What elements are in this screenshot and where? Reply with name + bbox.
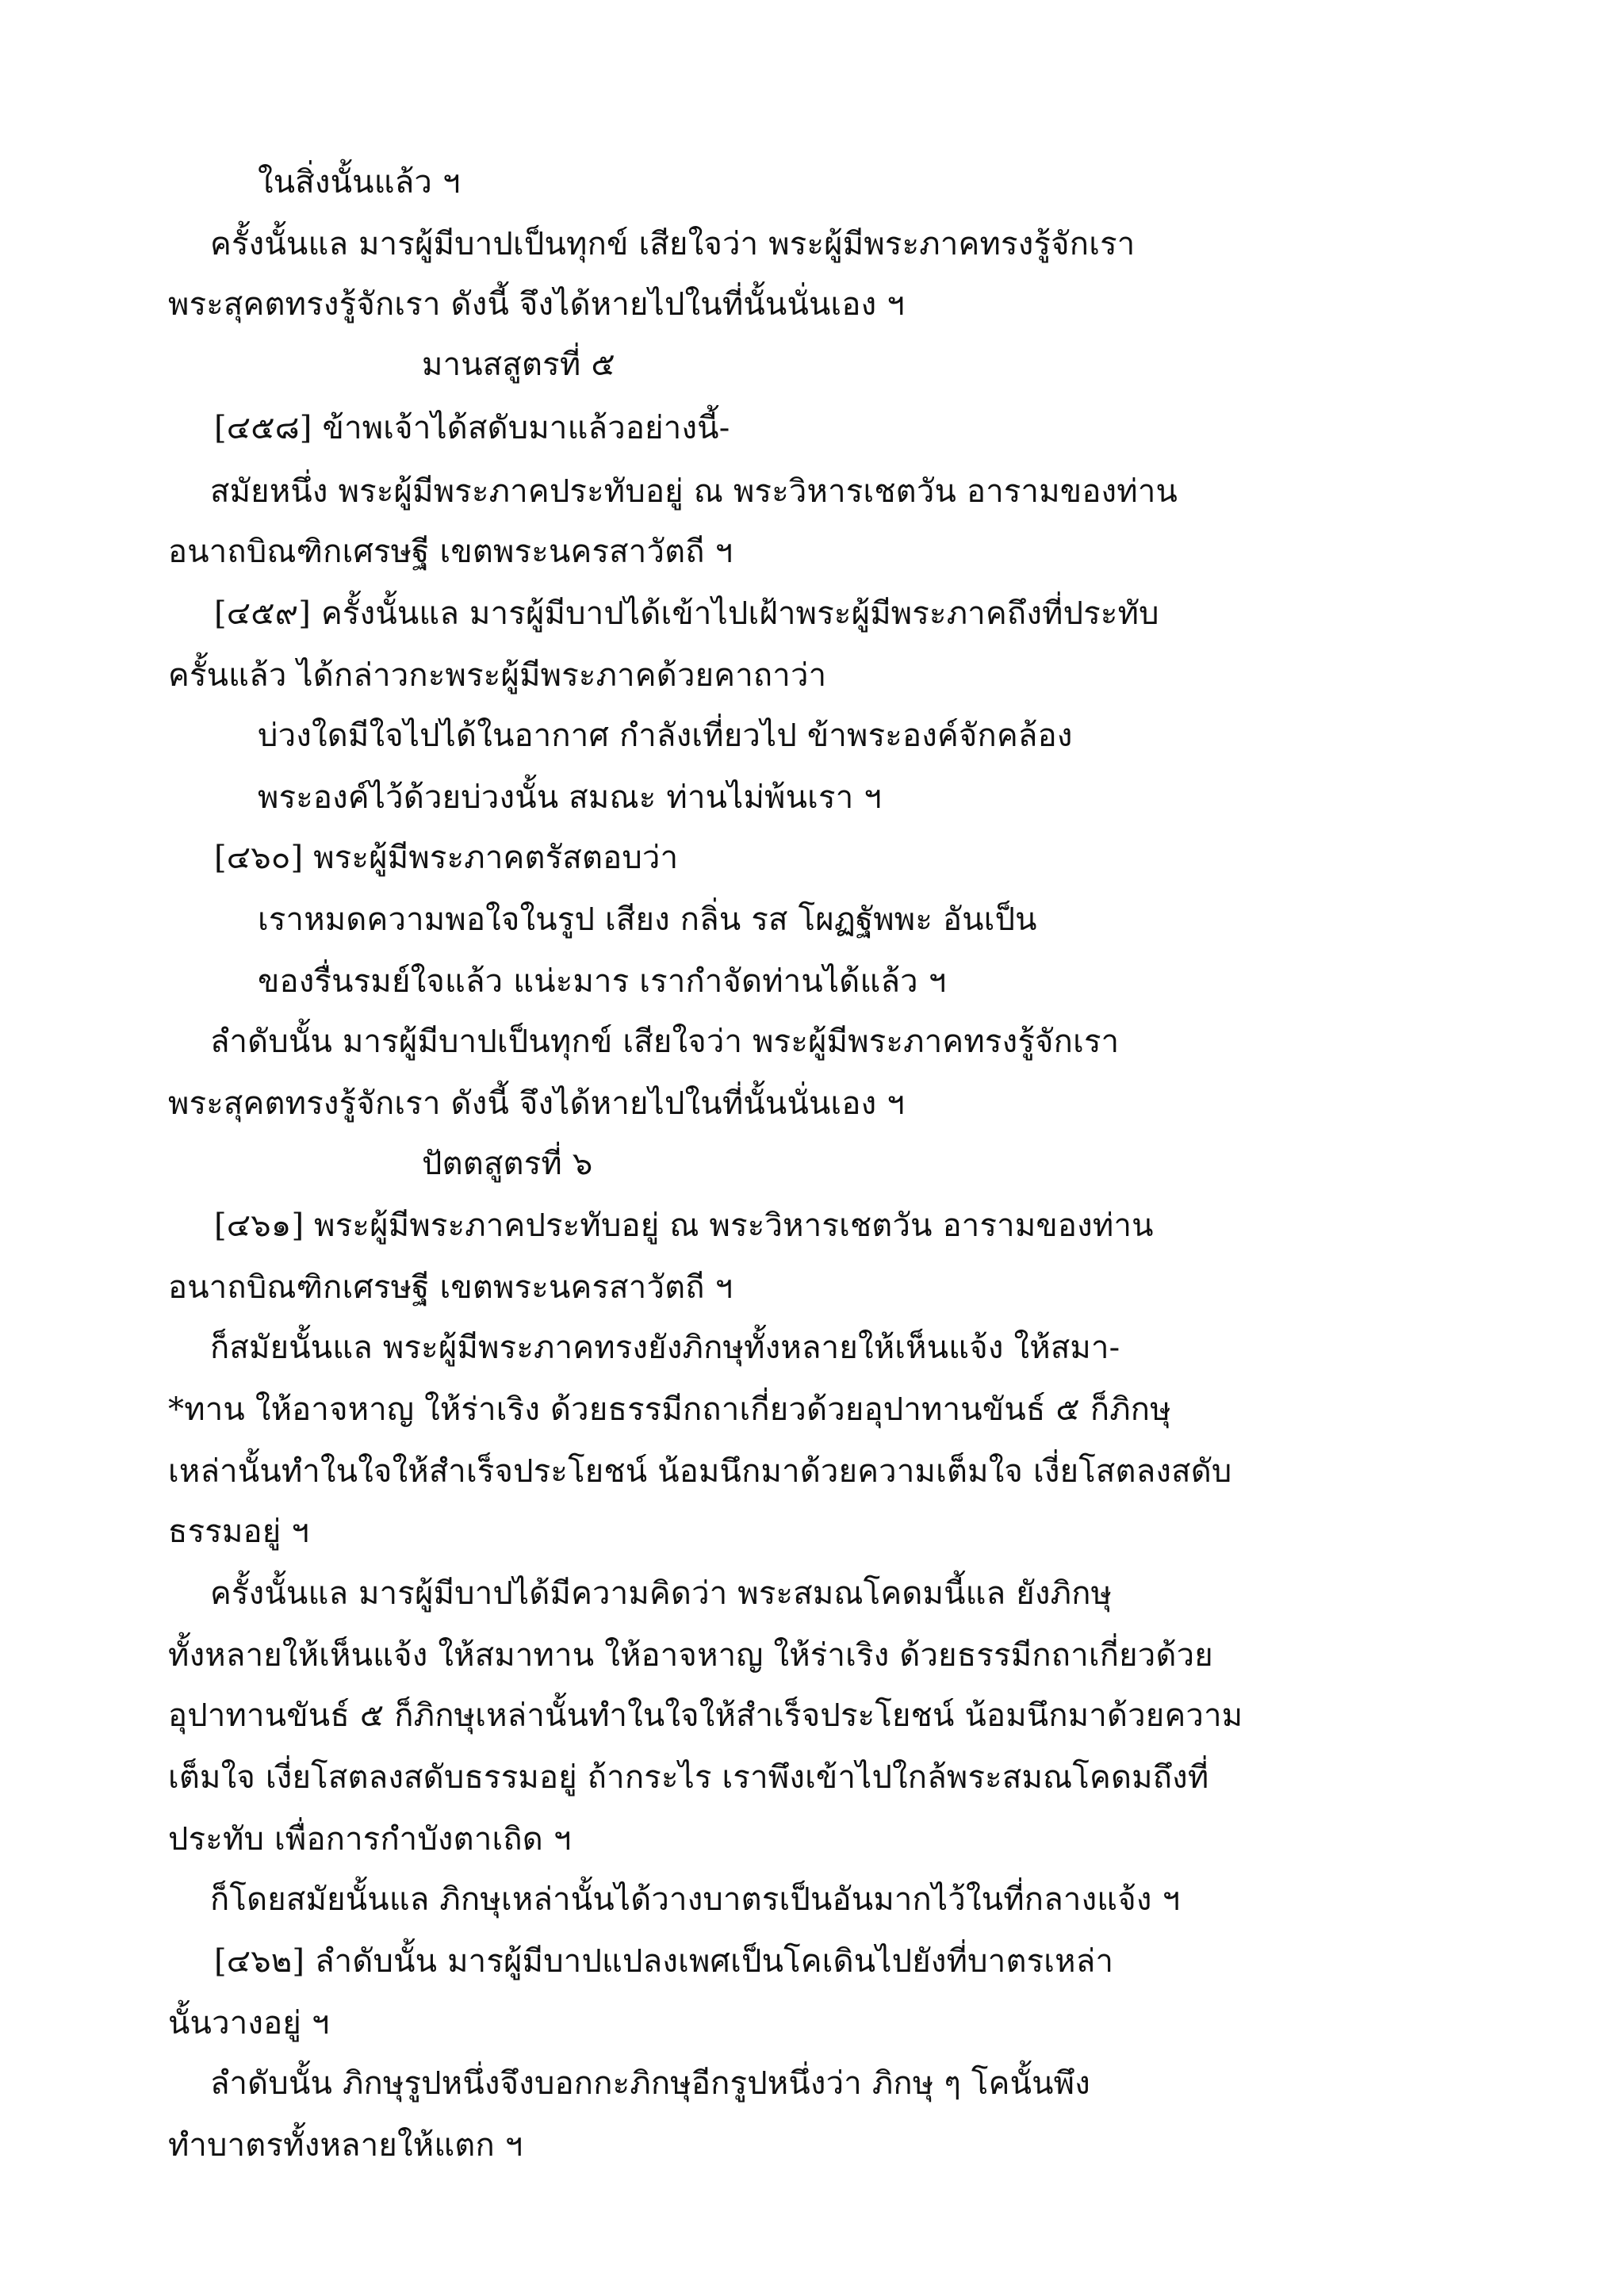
text-line: [๔๖๒] ลำดับนั้น มารผู้มีบาปแปลงเพศเป็นโคเดินไปยังที่บาตรเหล่า <box>214 1943 1114 1980</box>
text-line: ก็โดยสมัยนั้นแล ภิกษุเหล่านั้นได้วางบาตรเป็นอันมากไว้ในที่กลางแจ้ง ฯ <box>210 1881 1181 1918</box>
text-line: ครั้งนั้นแล มารผู้มีบาปเป็นทุกข์ เสียใจว่า พระผู้มีพระภาคทรงรู้จักเรา <box>210 226 1136 262</box>
text-line: ธรรมอยู่ ฯ <box>168 1513 309 1550</box>
text-line: อุปาทานขันธ์ ๕ ก็ภิกษุเหล่านั้นทำในใจให้สำเร็จประโยชน์ น้อมนึกมาด้วยความ <box>168 1697 1243 1734</box>
text-line: เหล่านั้นทำในใจให้สำเร็จประโยชน์ น้อมนึกมาด้วยความเต็มใจ เงี่ยโสตลงสดับ <box>168 1453 1232 1490</box>
text-line: พระสุคตทรงรู้จักเรา ดังนี้ จึงได้หายไปในที่นั้นนั่นเอง ฯ <box>168 286 905 323</box>
text-line: [๔๖๑] พระผู้มีพระภาคประทับอยู่ ณ พระวิหารเชตวัน อารามของท่าน <box>214 1207 1154 1244</box>
text-line: พระสุคตทรงรู้จักเรา ดังนี้ จึงได้หายไปในที่นั้นนั่นเอง ฯ <box>168 1085 905 1122</box>
text-line: อนาถบิณฑิกเศรษฐี เขตพระนครสาวัตถี ฯ <box>168 534 733 570</box>
text-line: [๔๕๙] ครั้งนั้นแล มารผู้มีบาปได้เข้าไปเฝ้าพระผู้มีพระภาคถึงที่ประทับ <box>214 595 1159 632</box>
text-line: [๔๕๘] ข้าพเจ้าได้สดับมาแล้วอย่างนี้- <box>214 410 730 446</box>
text-line: [๔๖๐] พระผู้มีพระภาคตรัสตอบว่า <box>214 840 679 876</box>
text-line: ก็สมัยนั้นแล พระผู้มีพระภาคทรงยังภิกษุทั้งหลายให้เห็นแจ้ง ให้สมา- <box>210 1330 1120 1366</box>
text-line: ครั้งนั้นแล มารผู้มีบาปได้มีความคิดว่า พระสมณโคดมนี้แล ยังภิกษุ <box>210 1575 1113 1612</box>
verse-line: เราหมดความพอใจในรูป เสียง กลิ่น รส โผฏฐัพพะ อันเป็น <box>258 901 1037 938</box>
text-line: ทั้งหลายให้เห็นแจ้ง ให้สมาทาน ให้อาจหาญ ให้ร่าเริง ด้วยธรรมีกถาเกี่ยวด้วย <box>168 1637 1213 1674</box>
text-line: ทำบาตรทั้งหลายให้แตก ฯ <box>168 2127 523 2164</box>
text-line: สมัยหนึ่ง พระผู้มีพระภาคประทับอยู่ ณ พระวิหารเชตวัน อารามของท่าน <box>210 473 1178 510</box>
verse-line: บ่วงใดมีใจไปได้ในอากาศ กำลังเที่ยวไป ข้าพระองค์จักคล้อง <box>258 718 1073 754</box>
verse-line: พระองค์ไว้ด้วยบ่วงนั้น สมณะ ท่านไม่พ้นเรา ฯ <box>258 779 882 816</box>
section-heading: มานสสูตรที่ ๕ <box>422 346 615 383</box>
text-line: เต็มใจ เงี่ยโสตลงสดับธรรมอยู่ ถ้ากระไร เราพึงเข้าไปใกล้พระสมณโคดมถึงที่ <box>168 1759 1209 1796</box>
text-line: อนาถบิณฑิกเศรษฐี เขตพระนครสาวัตถี ฯ <box>168 1269 733 1306</box>
text-line: ลำดับนั้น ภิกษุรูปหนึ่งจึงบอกกะภิกษุอีกรูปหนึ่งว่า ภิกษุ ๆ โคนั้นพึง <box>210 2065 1090 2102</box>
section-heading: ปัตตสูตรที่ ๖ <box>422 1146 593 1182</box>
text-line: นั้นวางอยู่ ฯ <box>168 2005 330 2042</box>
text-line: ลำดับนั้น มารผู้มีบาปเป็นทุกข์ เสียใจว่า พระผู้มีพระภาคทรงรู้จักเรา <box>210 1024 1120 1060</box>
verse-line: ของรื่นรมย์ใจแล้ว แน่ะมาร เรากำจัดท่านได้แล้ว ฯ <box>258 963 947 1000</box>
text-line: ประทับ เพื่อการกำบังตาเถิด ฯ <box>168 1821 572 1858</box>
text-line: ในสิ่งนั้นแล้ว ฯ <box>258 164 461 201</box>
text-line: *ทาน ให้อาจหาญ ให้ร่าเริง ด้วยธรรมีกถาเกี่ยวด้วยอุปาทานขันธ์ ๕ ก็ภิกษุ <box>168 1391 1171 1428</box>
text-line: ครั้นแล้ว ได้กล่าวกะพระผู้มีพระภาคด้วยคาถาว่า <box>168 657 827 694</box>
